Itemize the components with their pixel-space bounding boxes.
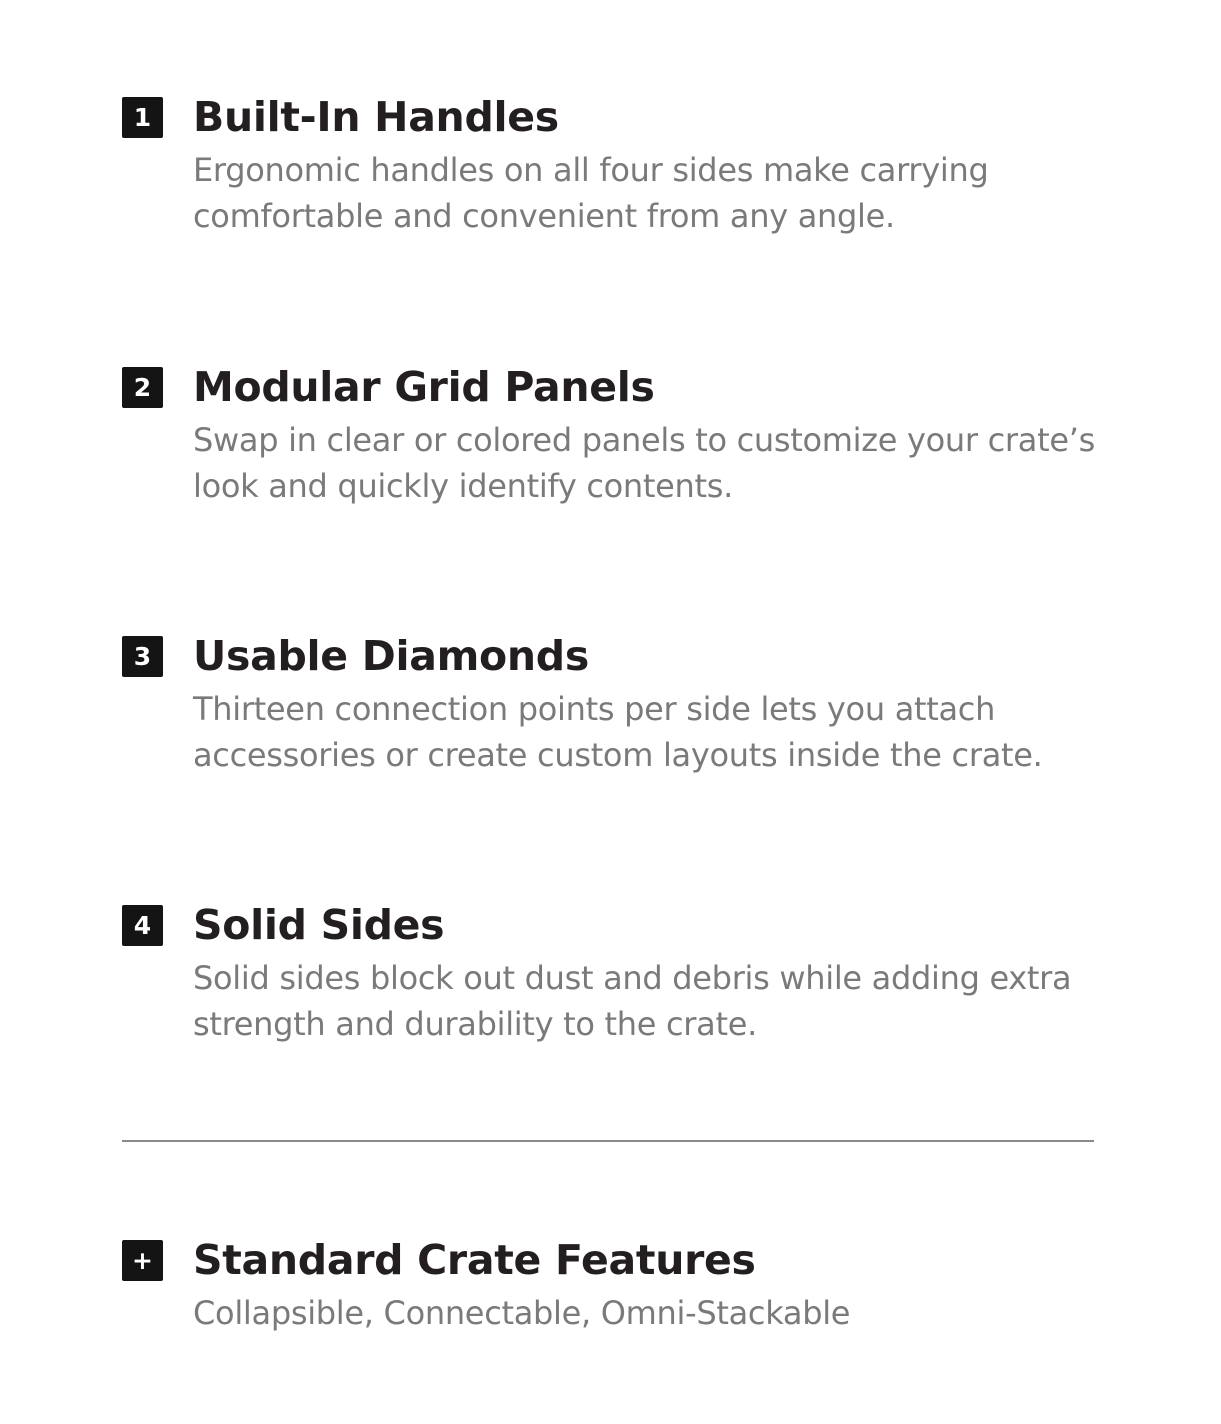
- number-badge-4: 4: [122, 905, 163, 946]
- feature-description: Ergonomic handles on all four sides make carrying comfortable and convenient from any angle.: [193, 151, 989, 235]
- feature-description: Collapsible, Connectable, Omni-Stackable: [193, 1294, 851, 1332]
- feature-description: Swap in clear or colored panels to customize your crate’s look and quickly identify contents.: [193, 421, 1095, 505]
- number-badge-2: 2: [122, 367, 163, 408]
- feature-description: Thirteen connection points per side lets you attach accessories or create custom layouts inside the crate.: [193, 690, 1043, 774]
- feature-title: Solid Sides: [193, 901, 445, 949]
- plus-icon: +: [122, 1240, 163, 1281]
- number-badge-1: 1: [122, 97, 163, 138]
- feature-title: Built-In Handles: [193, 93, 559, 141]
- feature-title: Modular Grid Panels: [193, 363, 655, 411]
- feature-title: Standard Crate Features: [193, 1236, 756, 1284]
- section-divider: [122, 1140, 1094, 1142]
- feature-title: Usable Diamonds: [193, 632, 589, 680]
- number-badge-3: 3: [122, 636, 163, 677]
- feature-description: Solid sides block out dust and debris while adding extra strength and durability to the crate.: [193, 959, 1072, 1043]
